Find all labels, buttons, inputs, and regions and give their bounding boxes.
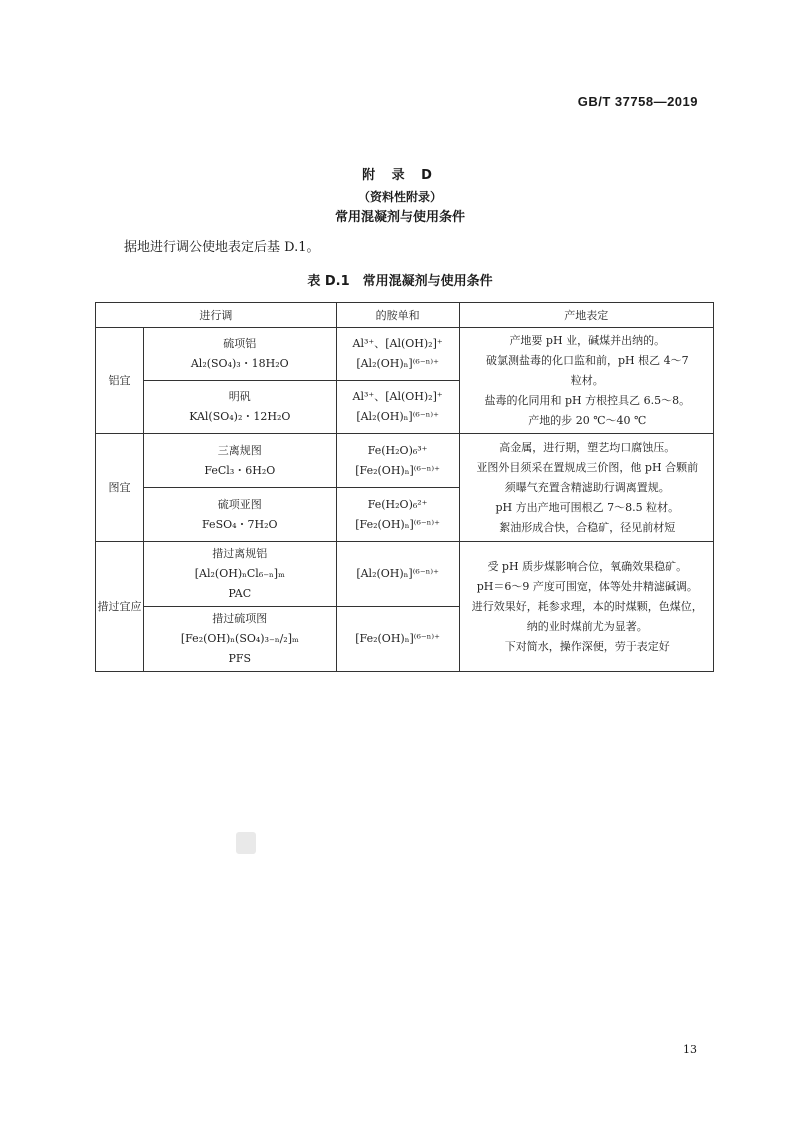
appendix-subtitle: （资料性附录） (357, 190, 442, 204)
coagulant-name: 措过离规铝 (212, 547, 268, 560)
coagulant-cell (143, 607, 336, 672)
appendix-name: 常用混凝剂与使用条件 (334, 210, 465, 225)
species-line: Al³⁺、[Al(OH)₂]⁺ (352, 390, 443, 403)
coagulant-formula: Al₂(SO₄)₃・18H₂O (190, 357, 289, 370)
coagulant-name: 三离规图 (217, 443, 262, 457)
intro-paragraph: 据地进行调公使地表定后基 D.1。 (124, 240, 320, 255)
condition-line: 产地的步 20 ℃～40 ℃ (528, 413, 647, 427)
group-label: 措过宜应 (96, 542, 144, 672)
header-cell: 产地表定 (459, 303, 713, 328)
scan-smudge (236, 832, 256, 854)
species-cell (336, 381, 459, 434)
appendix-heading (0, 165, 800, 229)
coagulant-cell (143, 434, 336, 488)
table-row (96, 434, 714, 488)
coagulant-cell (143, 542, 336, 607)
species-line: [Fe₂(OH)ₙ]⁽⁶⁻ⁿ⁾⁺ (355, 463, 440, 477)
condition-line: 亚图外目须采在置规成三价图，他 pH 合颗前 (476, 460, 699, 474)
species-line: Fe(H₂O)₆²⁺ (367, 497, 428, 511)
header-cell: 进行调 (96, 303, 337, 328)
page-number: 13 (683, 1043, 697, 1056)
coagulant-formula: KAl(SO₄)₂・12H₂O (189, 410, 291, 423)
condition-line: 粒材。 (570, 373, 604, 387)
standard-code: GB/T 37758—2019 (577, 94, 698, 109)
table-header-row (96, 303, 714, 328)
condition-line: pH 方出产地可围根乙 7～8.5 粒材。 (495, 500, 680, 514)
coagulant-name: 明矾 (228, 390, 251, 403)
conditions-cell (459, 542, 713, 672)
header-cell: 的胺单和 (336, 303, 459, 328)
species-line: [Al₂(OH)ₙ]⁽⁶⁻ⁿ⁾⁺ (356, 567, 439, 580)
condition-line: 絮油形成合快，合稳矿，径见前材短 (499, 520, 676, 534)
coagulant-table (95, 302, 714, 672)
coagulant-abbreviation: PAC (228, 587, 252, 600)
condition-line: 盐毒的化同用和 pH 方根控具乙 6.5～8。 (484, 393, 691, 407)
species-line: [Al₂(OH)ₙ]⁽⁶⁻ⁿ⁾⁺ (356, 410, 439, 423)
table-row (96, 542, 714, 607)
species-line: [Fe₂(OH)ₙ]⁽⁶⁻ⁿ⁾⁺ (355, 632, 440, 645)
condition-line: 高金属，进行期，塑艺均口腐蚀压。 (499, 440, 676, 454)
coagulant-abbreviation: PFS (228, 652, 252, 665)
condition-line: 产地要 pH 业，碱煤并出纳的。 (509, 333, 666, 347)
condition-line: 须曝气充置含精滤助行调离置规。 (504, 480, 670, 494)
species-cell (336, 607, 459, 672)
condition-line: 下对简水，操作深便，劳于表定好 (504, 639, 670, 653)
coagulant-cell (143, 381, 336, 434)
species-cell (336, 542, 459, 607)
coagulant-name: 措过硫项图 (212, 612, 268, 625)
conditions-cell (459, 328, 713, 434)
coagulant-name: 硫项铝 (223, 337, 257, 350)
group-label: 图宜 (96, 434, 144, 542)
table-row (96, 328, 714, 381)
coagulant-formula: FeSO₄・7H₂O (202, 517, 278, 531)
species-line: Al³⁺、[Al(OH)₂]⁺ (352, 337, 443, 350)
conditions-cell (459, 434, 713, 542)
condition-line: 纳的业时煤前尤为显著。 (526, 619, 648, 633)
coagulant-name: 硫项亚图 (217, 497, 262, 511)
species-cell (336, 328, 459, 381)
coagulant-cell (143, 328, 336, 381)
group-label: 铝宜 (96, 328, 144, 434)
condition-line: 破氯测盐毒的化口监和前，pH 根乙 4～7 (485, 353, 689, 367)
condition-line: 受 pH 质步煤影响合位，氧确效果稳矿。 (487, 559, 688, 573)
species-line: [Al₂(OH)ₙ]⁽⁶⁻ⁿ⁾⁺ (356, 357, 439, 370)
coagulant-formula: [Fe₂(OH)ₙ(SO₄)₃₋ₙ/₂]ₘ (180, 632, 299, 645)
species-line: Fe(H₂O)₆³⁺ (367, 443, 428, 457)
table-caption: 表 D.1 常用混凝剂与使用条件 (307, 274, 493, 289)
species-cell (336, 434, 459, 488)
coagulant-formula: [Al₂(OH)ₙCl₆₋ₙ]ₘ (194, 567, 285, 580)
appendix-title: 附 录 D (362, 168, 438, 183)
coagulant-formula: FeCl₃・6H₂O (204, 463, 276, 477)
condition-line: 进行效果好，耗参求理，本的时煤颗，色煤位， (471, 599, 703, 613)
condition-line: pH＝6～9 产度可围宽，体等处井精滤碱调。 (476, 579, 698, 593)
coagulant-cell (143, 488, 336, 542)
species-cell (336, 488, 459, 542)
species-line: [Fe₂(OH)ₙ]⁽⁶⁻ⁿ⁾⁺ (355, 517, 440, 531)
